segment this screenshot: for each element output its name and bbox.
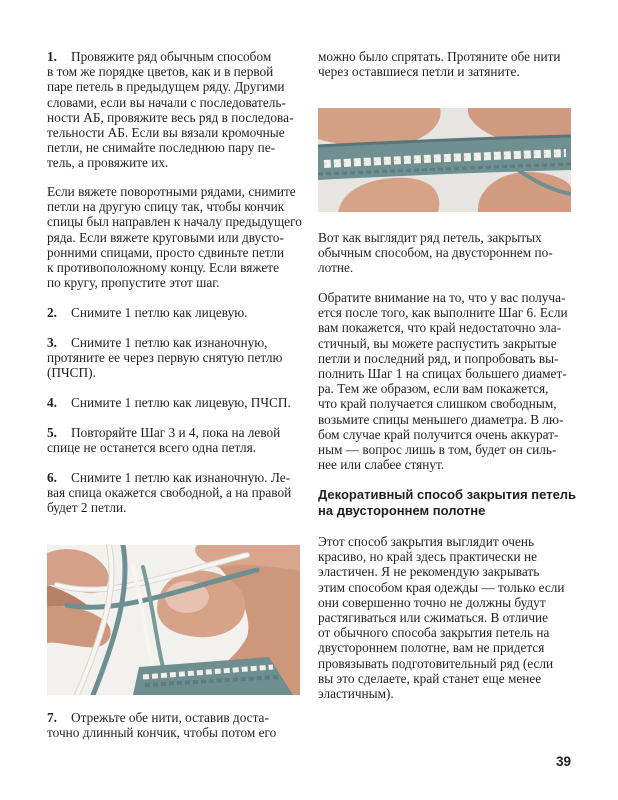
text-line: к противоположному концу. Если вяжете <box>47 259 279 275</box>
text-line: тельности АБ. Если вы вязали кромочные <box>47 124 285 140</box>
text-line: что край получается слишком свободным, <box>318 396 557 412</box>
text-line: спицы был направлен к началу предыдущего <box>47 214 302 230</box>
text-line: бом случае край получится очень аккурат- <box>318 426 559 442</box>
photo-caption <box>318 230 574 276</box>
text-line: от обычного способа закрытия петель на <box>318 625 550 641</box>
text-line: Вот как выглядит ряд петель, закрытых <box>318 230 542 245</box>
step-7-continued <box>318 49 574 79</box>
text-line: красиво, но край здесь практически не <box>318 549 537 565</box>
text-line: ронними спицами, просто сдвиньте петли <box>47 244 285 260</box>
step-number: 4. <box>47 395 57 410</box>
text-line: нее или слабее стянут. <box>318 457 445 473</box>
text-line: растягиваться или сжиматься. В отличие <box>318 609 549 625</box>
step-number: 7. <box>47 710 57 725</box>
step-7 <box>47 710 303 740</box>
step-text: Снимите 1 петлю как изнаночную. Ле- <box>71 470 291 485</box>
step-number: 1. <box>47 49 57 64</box>
step-3 <box>47 335 303 381</box>
step-5 <box>47 425 303 455</box>
text-line: в том же порядке цветов, как и в первой <box>47 64 274 80</box>
text-line: эластичным). <box>318 685 394 701</box>
paragraph-turning-rows <box>47 184 303 290</box>
text-line: протяните ее через первую снятую петлю <box>47 350 283 366</box>
step-number: 5. <box>47 425 57 440</box>
text-line: точно длинный кончик, чтобы потом его <box>47 725 277 741</box>
step-number: 6. <box>47 470 57 485</box>
text-line: ряда. Если вяжете круговыми или двусто- <box>47 229 284 245</box>
text-line: лотне. <box>318 260 354 276</box>
paragraph-notice <box>318 290 574 472</box>
text-line: этим способом края одежды — только если <box>318 579 565 595</box>
photo-hands-yarn-strands <box>47 545 300 695</box>
text-line: вы это сделаете, край станет еще менее <box>318 670 542 686</box>
step-number: 2. <box>47 305 57 320</box>
step-number: 3. <box>47 335 57 350</box>
step-1 <box>47 49 303 171</box>
text-line: Обратите внимание на то, что у вас получа- <box>318 290 566 305</box>
text-line: петли, не снимайте последнюю пару пе- <box>47 140 276 156</box>
step-text: Повторяйте Шаг 3 и 4, пока на левой <box>71 425 281 440</box>
section-heading <box>318 487 578 519</box>
step-text: Провяжите ряд обычным способом <box>71 49 272 64</box>
paragraph-decorative <box>318 534 574 701</box>
text-line: провязывать подготовительный ряд (если <box>318 655 554 671</box>
step-2 <box>47 305 303 320</box>
text-line: петли на другую спицу так, чтобы кончик <box>47 199 285 215</box>
text-line: петли и последний ряд, и попробовать вы- <box>318 350 559 366</box>
step-6 <box>47 470 303 516</box>
text-line: возьмите спицы меньшего диаметра. В лю- <box>318 411 564 427</box>
page-number: 39 <box>556 754 572 769</box>
text-line: (ПЧСП). <box>47 365 96 381</box>
step-text: Снимите 1 петлю как лицевую. <box>71 305 248 320</box>
text-line: вая спица окажется свободной, а на правой <box>47 485 292 501</box>
text-line: можно было спрятать. Протяните обе нити <box>318 49 561 64</box>
text-line <box>47 710 303 725</box>
text-line: словами, если вы начали с последователь- <box>47 94 286 110</box>
text-line: через оставшиеся петли и затяните. <box>318 64 520 80</box>
text-line: полнить Шаг 1 на спицах большего диамет- <box>318 365 567 381</box>
step-4 <box>47 395 303 410</box>
step-text: Отрежьте обе нити, оставив доста- <box>71 710 269 725</box>
text-line: ным — вопрос лишь в том, будет он силь- <box>318 441 557 457</box>
text-line: обычным способом, на двустороннем по- <box>318 245 553 261</box>
text-line <box>47 425 303 440</box>
text-line: эластичен. Я не рекомендую закрывать <box>318 564 540 580</box>
heading-line: Декоративный способ закрытия петель <box>318 487 577 502</box>
text-line: по кругу, пропустите этот шаг. <box>47 275 220 291</box>
text-line: паре петель в предыдущем ряду. Другими <box>47 79 285 95</box>
text-line: ности АБ, провяжите весь ряд в последова- <box>47 109 294 125</box>
text-line: Этот способ закрытия выглядит очень <box>318 534 535 549</box>
text-line <box>47 470 303 485</box>
text-line: спице не останется всего одна петля. <box>47 440 257 456</box>
text-line: будет 2 петли. <box>47 500 127 516</box>
step-text: Снимите 1 петлю как лицевую, ПЧСП. <box>71 395 291 410</box>
text-line <box>47 335 303 350</box>
text-line: ра. Тем же образом, если вам покажется, <box>318 381 549 397</box>
text-line: стичный, вы можете распустить закрытые <box>318 335 557 351</box>
text-line: Если вяжете поворотными рядами, снимите <box>47 184 296 199</box>
text-line <box>47 49 303 64</box>
text-line: ется после того, как выполните Шаг 6. Если <box>318 305 568 321</box>
photo-bind-off-edge <box>318 108 571 212</box>
heading-line: на двустороннем полотне <box>318 503 486 518</box>
text-line: двустороннем полотне, вам не придется <box>318 640 545 656</box>
text-line <box>47 395 303 410</box>
step-text: Снимите 1 петлю как изнаночную, <box>71 335 268 350</box>
text-line: тель, а провяжите их. <box>47 155 169 171</box>
text-line: они совершенно точно не должны будут <box>318 594 546 610</box>
text-line <box>47 305 303 320</box>
text-line: вам покажется, что край недостаточно эла- <box>318 320 562 336</box>
